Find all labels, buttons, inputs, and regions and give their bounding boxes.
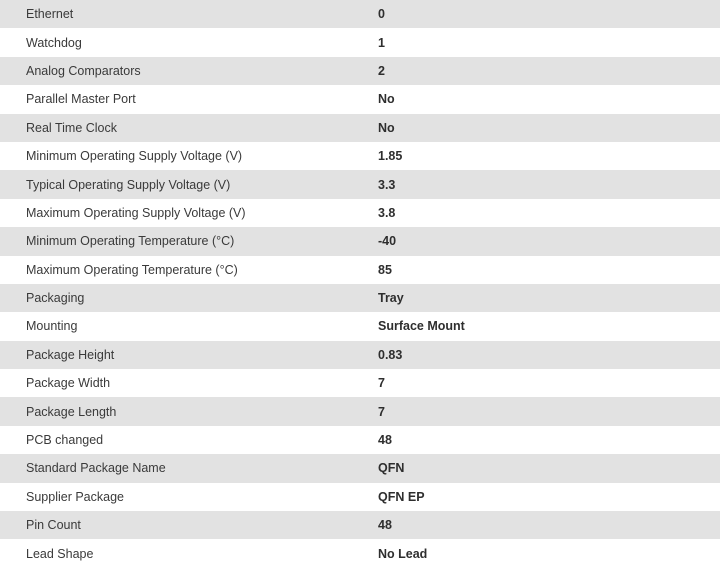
spec-row-min-supply-voltage <box>0 142 720 170</box>
spec-value: 2 <box>378 57 720 85</box>
spec-row-lead-shape <box>0 539 720 567</box>
spec-value: No Lead <box>378 539 720 567</box>
spec-value: QFN EP <box>378 483 720 511</box>
spec-row-parallel-master-port <box>0 85 720 113</box>
spec-row-packaging <box>0 284 720 312</box>
spec-label: PCB changed <box>0 426 378 454</box>
spec-label: Ethernet <box>0 0 378 28</box>
spec-value: 48 <box>378 511 720 539</box>
spec-row-real-time-clock <box>0 114 720 142</box>
spec-row-pcb-changed <box>0 426 720 454</box>
spec-value: 7 <box>378 397 720 425</box>
spec-row-typ-supply-voltage <box>0 170 720 198</box>
spec-label: Mounting <box>0 312 378 340</box>
spec-value: Surface Mount <box>378 312 720 340</box>
spec-label: Typical Operating Supply Voltage (V) <box>0 170 378 198</box>
spec-value: 85 <box>378 256 720 284</box>
spec-row-package-length <box>0 397 720 425</box>
spec-label: Standard Package Name <box>0 454 378 482</box>
spec-label: Packaging <box>0 284 378 312</box>
spec-row-max-temperature <box>0 256 720 284</box>
spec-value: No <box>378 85 720 113</box>
spec-row-standard-package-name <box>0 454 720 482</box>
spec-value: 1.85 <box>378 142 720 170</box>
spec-row-max-supply-voltage <box>0 199 720 227</box>
spec-value: No <box>378 114 720 142</box>
spec-row-analog-comparators <box>0 57 720 85</box>
spec-label: Minimum Operating Supply Voltage (V) <box>0 142 378 170</box>
spec-value: QFN <box>378 454 720 482</box>
spec-label: Pin Count <box>0 511 378 539</box>
spec-row-mounting <box>0 312 720 340</box>
spec-row-min-temperature <box>0 227 720 255</box>
spec-label: Lead Shape <box>0 539 378 567</box>
spec-value: Tray <box>378 284 720 312</box>
spec-row-package-height <box>0 341 720 369</box>
spec-label: Minimum Operating Temperature (°C) <box>0 227 378 255</box>
spec-value: 48 <box>378 426 720 454</box>
spec-label: Package Width <box>0 369 378 397</box>
spec-value: 0.83 <box>378 341 720 369</box>
spec-label: Supplier Package <box>0 483 378 511</box>
spec-label: Watchdog <box>0 28 378 56</box>
spec-row-package-width <box>0 369 720 397</box>
spec-value: 0 <box>378 0 720 28</box>
spec-row-supplier-package <box>0 483 720 511</box>
spec-row-pin-count <box>0 511 720 539</box>
spec-value: 3.3 <box>378 170 720 198</box>
spec-label: Analog Comparators <box>0 57 378 85</box>
spec-label: Real Time Clock <box>0 114 378 142</box>
spec-value: -40 <box>378 227 720 255</box>
spec-row-watchdog <box>0 28 720 56</box>
spec-label: Package Height <box>0 341 378 369</box>
spec-value: 7 <box>378 369 720 397</box>
spec-value: 3.8 <box>378 199 720 227</box>
spec-value: 1 <box>378 28 720 56</box>
spec-label: Package Length <box>0 397 378 425</box>
spec-label: Parallel Master Port <box>0 85 378 113</box>
spec-label: Maximum Operating Temperature (°C) <box>0 256 378 284</box>
spec-row-ethernet <box>0 0 720 28</box>
spec-label: Maximum Operating Supply Voltage (V) <box>0 199 378 227</box>
